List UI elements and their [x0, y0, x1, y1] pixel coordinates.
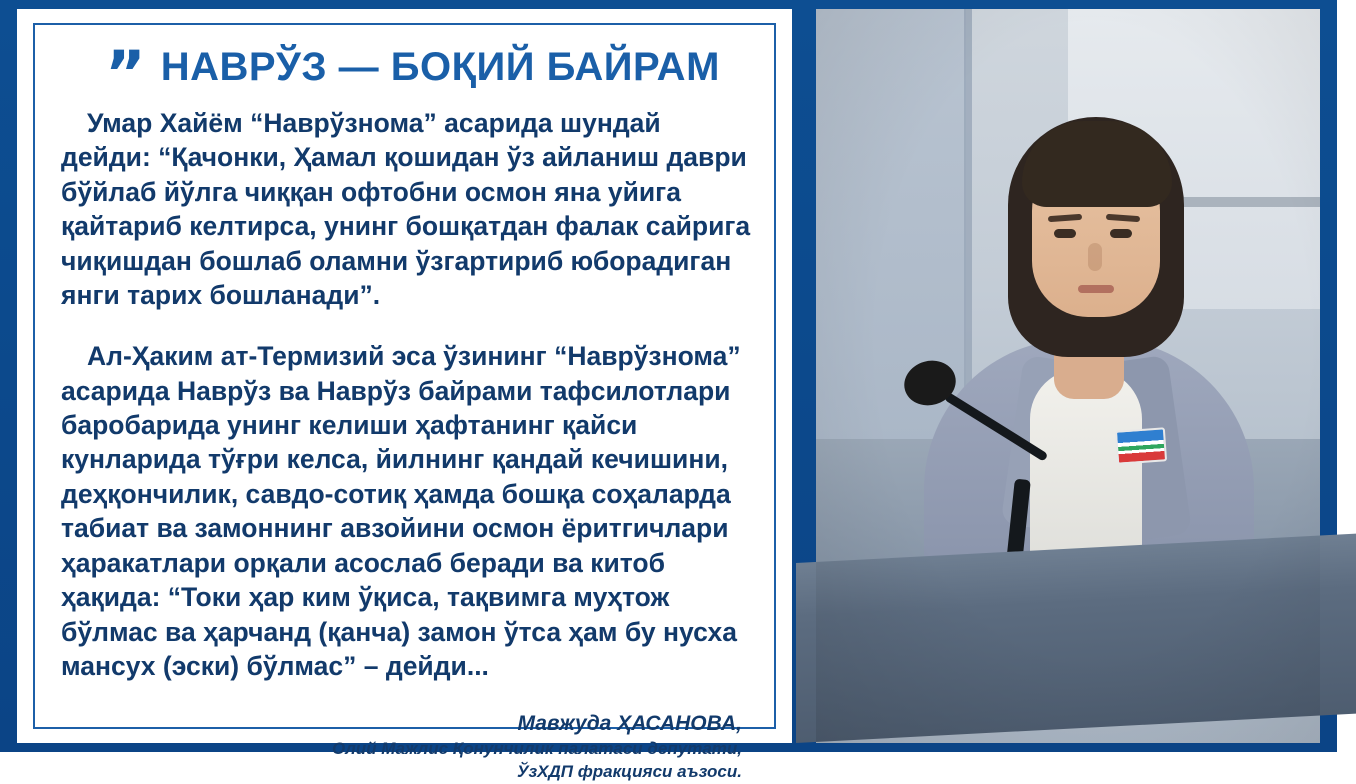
attribution-role-line-2: ЎзХДП фракцияси аъзоси. — [516, 762, 742, 782]
attribution — [61, 710, 756, 784]
quote-card-content — [61, 36, 756, 782]
page-title: НАВРЎЗ — БОҚИЙ БАЙРАМ — [160, 45, 720, 89]
quote-paragraph-2: Ал-Ҳаким ат-Термизий эса ўзининг “Наврўзнома” асарида Наврўз ва Наврўз байрами тафсилотлари баробарида унинг келиши ҳафтанинг қайси кунларида тўғри келса, йилнинг қандай кечишини, деҳқончилик, савдо-сотиқ ҳамда бошқа соҳаларда табиат ва замоннинг авзойини осмон ёритгичлари ҳаракатлари орқали асослаб беради ва китоб ҳақида: “Токи ҳар ким ўқиса, тақвимга муҳтож бўлмас ва ҳарчанд (қанча) замон ўтса ҳам бу нусха мансух (эски) бўлмас” – дейди... — [61, 341, 741, 682]
attribution-role-line-1: Олий Мажлис Қонунчилик палатаси депутати, — [332, 739, 742, 759]
quote-paragraph-1: Умар Хайём “Наврўзнома” асарида шундай дейди: “Қачонки, Ҳамал қошидан ўз айланиш даври бўйлаб йўлга чиққан офтобни осмон яна уйига қайтариб келтирса, унинг бошқатдан фалак сайрига чиқишдан бошлаб оламни ўзгартириб юборадиган янги тарих бошланади”. — [61, 108, 751, 311]
speaker-photo — [816, 9, 1320, 743]
quote-card — [17, 9, 792, 782]
quote-mark-icon: ” — [105, 36, 143, 110]
photo-vignette — [816, 9, 1320, 743]
quote-card-border — [33, 23, 776, 782]
title-row — [105, 36, 756, 110]
attribution-name: Мавжуда ҲАСАНОВА, — [517, 712, 742, 735]
